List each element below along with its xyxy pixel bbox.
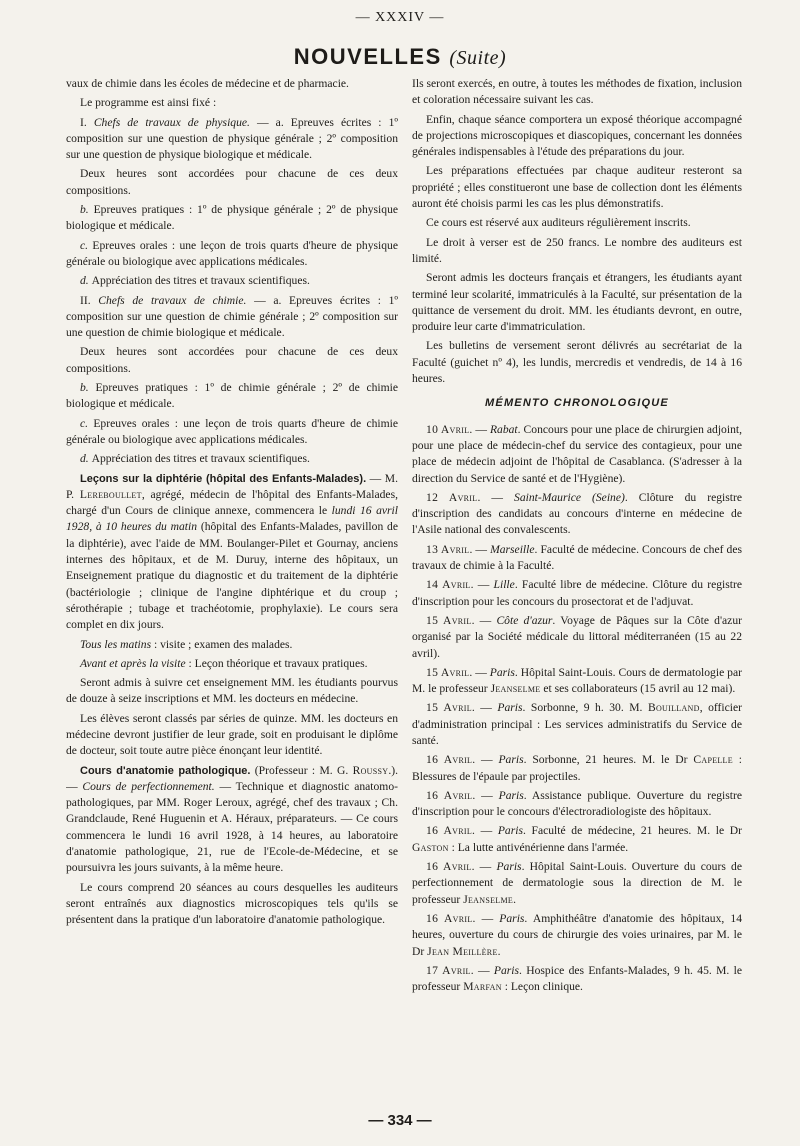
paragraph: b. Epreuves pratiques : 1º de chimie générale ; 2º de chimie biologique et médicale. (66, 381, 398, 411)
paragraph: Tous les matins : visite ; examen des malades. (80, 637, 293, 651)
diphtheria-article: Leçons sur la diphtérie (hôpital des Enfants-Malades). — M. P. Lereboullet, agrégé, médecin de l'hôpital des Enfants-Malades, chargé d'un Cours de clinique annexe, commencera le lundi 16 avril 1928, à 10 heures du matin (hôpital des Enfants-Malades, pavillon de la diphtérie), avec l'aide de MM. Boulanger-Pilet et Gournay, anciens internes des hôpitaux, et de M. Duruy, interne des hôpitaux, un Enseignement pratique du diagnostic et du traitement de la diphtérie (bactériologie ; clinique de l'angine diphtérique et du croup ; sérothérapie ; tubage et trachéotomie, prophylaxie). Le cours sera complet en dix jours. (66, 471, 398, 632)
memento-entry: 14 Avril. — Lille. Faculté libre de médecine. Clôture du registre d'inscription pour les concours du prosectorat et de l'adjuvat. (412, 578, 742, 608)
section-heading: Leçons sur la diphtérie (hôpital des Enfants-Malades). (80, 472, 367, 485)
paragraph: vaux de chimie dans les écoles de médecine et de pharmacie. (66, 77, 349, 90)
italic-heading: Chefs de travaux de chimie. (98, 293, 247, 307)
page-title (0, 44, 800, 70)
paragraph: d. Appréciation des titres et travaux scientifiques. (80, 452, 310, 466)
memento-entry: 16 Avril. — Paris. Hôpital Saint-Louis. Ouverture du cours de perfectionnement de dermatologie sous la direction de M. le professeur Jeanselme. (412, 860, 742, 906)
memento-entry: 16 Avril. — Paris. Faculté de médecine, 21 heures. M. le Dr Gaston : La lutte antivénérienne dans l'armée. (412, 824, 742, 854)
paragraph: I. Chefs de travaux de physique. — a. Epreuves écrites : 1º composition sur une question de physique générale ; 2º composition sur une question de physique biologique et médicale. (66, 115, 398, 162)
paragraph: Seront admis les docteurs français et étrangers, les étudiants ayant terminé leur scolarité, immatriculés à la Faculté, sur présentation de la quittance de versement du droit. MM. les étudiants devront, en outre, produire leur carte d'immatriculation. (412, 271, 742, 334)
paragraph: Les bulletins de versement seront délivrés au secrétariat de la Faculté (guichet nº 4), les lundis, mercredis et vendredis, de 14 à 16 heures. (412, 339, 742, 386)
paragraph: Ce cours est réservé aux auditeurs régulièrement inscrits. (426, 216, 691, 230)
memento-entry: 16 Avril. — Paris. Assistance publique. Ouverture du registre d'inscription pour le concours d'électroradiologiste des hôpitaux. (412, 788, 742, 819)
person-name: Lereboullet (79, 487, 142, 501)
person-name: Roussy (352, 763, 389, 777)
paragraph: Deux heures sont accordées pour chacune de ces deux compositions. (66, 167, 398, 197)
paragraph: Enfin, chaque séance comportera un exposé théorique accompagné de projections microscopiques et diascopiques, concernant les données générales indispensables à l'étude des préparations du jour. (412, 112, 742, 159)
section-heading: Cours d'anatomie pathologique. (80, 764, 251, 777)
paragraph: Les élèves seront classés par séries de quinze. MM. les docteurs en médecine devront justifier de leur grade, soit en produisant le diplôme de docteur, soit toute autre pièce énonçant leur identité. (66, 711, 398, 758)
italic-heading: Chefs de travaux de physique. (93, 115, 250, 129)
left-column (66, 76, 398, 1086)
paragraph: Le droit à verser est de 250 francs. Le nombre des auditeurs est limité. (412, 235, 742, 265)
memento-entry: 15 Avril. — Paris. Sorbonne, 9 h. 30. M. Bouilland, officier d'administration principal : Les services administratifs du Service de santé. (412, 701, 742, 747)
memento-entry: 15 Avril. — Côte d'azur. Voyage de Pâques sur la Côte d'azur organisé par la Société médicale du littoral méditerranéen (15 au 22 avril). (412, 613, 742, 660)
memento-heading: MÉMENTO CHRONOLOGIQUE (485, 397, 669, 410)
paragraph: Les préparations effectuées par chaque auditeur resteront sa propriété ; elles constitueront une base de collection dont les éléments auront été choisis parmi les cas les plus démonstratifs. (412, 164, 742, 211)
paragraph: Seront admis à suivre cet enseignement MM. les étudiants pourvus de douze à seize inscriptions et MM. les docteurs en médecine. (66, 676, 398, 706)
memento-entry: 16 Avril. — Paris. Sorbonne, 21 heures. M. le Dr Capelle : Blessures de l'épaule par projectiles. (412, 753, 742, 783)
memento-entry: 13 Avril. — Marseille. Faculté de médecine. Concours de chef des travaux de chimie à la Faculté. (412, 542, 742, 573)
memento-entry: 16 Avril. — Paris. Amphithéâtre d'anatomie des hôpitaux, 14 heures, ouverture du cours de chirurgie des voies urinaires, par M. le Dr Jean Meillère. (412, 911, 742, 958)
paragraph: II. Chefs de travaux de chimie. — a. Epreuves écrites : 1º composition sur une question de chimie générale ; 2º composition sur une question de chimie biologique et médicale. (66, 293, 398, 340)
roman-page-number: — XXXIV — (355, 10, 445, 25)
paragraph: Ils seront exercés, en outre, à toutes les méthodes de fixation, inclusion et coloration nécessaire suivant les cas. (412, 77, 742, 107)
title-suite: (Suite) (449, 47, 507, 69)
title-main: NOUVELLES (293, 44, 442, 69)
memento-entry: 10 Avril. — Rabat. Concours pour une place de chirurgien adjoint, pour une place de médecin-chef du service des contagieux, pour une place de médecin adjoint de l'hôpital de Casablanca. (S'adresser à la direction du Service de santé et de l'Hygiène). (412, 422, 742, 485)
paragraph: Le cours comprend 20 séances au cours desquelles les auditeurs seront entraînés aux diagnostics microscopiques tels qu'ils se présentent dans la pratique d'un laboratoire d'anatomie pathologique. (66, 880, 398, 927)
paragraph: c. Epreuves orales : une leçon de trois quarts d'heure de physique générale ou biologique avec applications médicales. (66, 238, 398, 268)
paragraph: Le programme est ainsi fixé : (80, 96, 217, 110)
paragraph: c. Epreuves orales : une leçon de trois quarts d'heure de chimie générale ou biologique avec applications médicales. (66, 416, 398, 446)
paragraph: b. Epreuves pratiques : 1º de physique générale ; 2º de physique biologique et médicale. (66, 203, 398, 233)
right-column (412, 76, 742, 1086)
paragraph: Avant et après la visite : Leçon théorique et travaux pratiques. (80, 656, 368, 670)
memento-entry: 15 Avril. — Paris. Hôpital Saint-Louis. Cours de dermatologie par M. le professeur Jeanselme et ses collaborateurs (15 avril au 12 mai). (412, 665, 742, 696)
memento-entry: 17 Avril. — Paris. Hospice des Enfants-Malades, 9 h. 45. M. le professeur Marfan : Leçon clinique. (412, 963, 742, 994)
paragraph: d. Appréciation des titres et travaux scientifiques. (80, 274, 310, 288)
page-number: — 334 — (368, 1112, 432, 1129)
anatomy-article: Cours d'anatomie pathologique. (Professeur : M. G. Roussy.). — Cours de perfectionnement. — Technique et diagnostic anatomo-pathologiques, par MM. Roger Leroux, agrégé, chef des travaux ; Ch. Grandclaude, René Huguenin et A. Héraux, préparateurs. — Ce cours commencera le lundi 16 avril 1928, à 14 heures, au laboratoire d'anatomie pathologique, 21, rue de l'Ecole-de-Médecine, et se poursuivra les jours suivants, à la même heure. (66, 763, 398, 875)
memento-entry: 12 Avril. — Saint-Maurice (Seine). Clôture du registre d'inscription des candidats au concours d'interne en médecine de l'Asile national des convalescents. (412, 490, 742, 537)
paragraph: Deux heures sont accordées pour chacune de ces deux compositions. (66, 345, 398, 375)
